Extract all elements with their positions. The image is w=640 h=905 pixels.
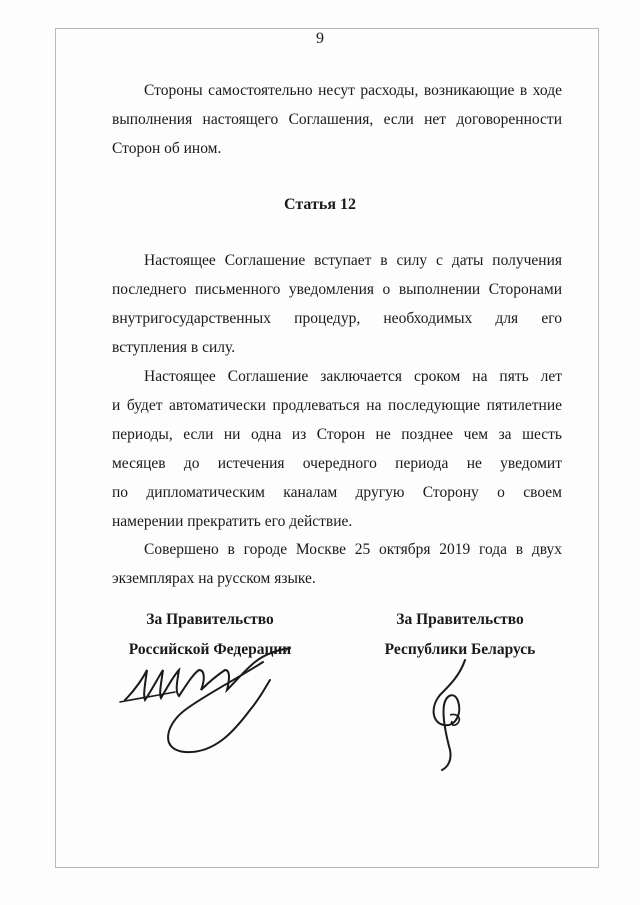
- page-number: 9: [316, 30, 324, 47]
- text-line: Совершено в городе Москве 25 октября 2019 года в двух: [144, 541, 562, 558]
- text-line: месяцев до истечения очередного периода не уведомит: [112, 455, 562, 472]
- text-line: выполнения настоящего Соглашения, если нет договоренности: [112, 111, 562, 128]
- text-line: внутригосударственных процедур, необходимых для его: [112, 310, 562, 327]
- text-line: вступления в силу.: [112, 339, 236, 356]
- entry-into-force-paragraph: [112, 246, 562, 362]
- intro-paragraph: [112, 76, 562, 163]
- signature-left: [115, 640, 315, 765]
- signatory-line1: За Правительство: [396, 611, 524, 628]
- text-line: намерении прекратить его действие.: [112, 513, 353, 530]
- text-line: и будет автоматически продлеваться на последующие пятилетние: [112, 397, 562, 414]
- text-line: Настоящее Соглашение заключается сроком на пять лет: [144, 368, 562, 385]
- signatory-line2: Российской Федерации: [128, 641, 292, 658]
- signatory-line2: Республики Беларусь: [384, 641, 536, 658]
- text-line: Стороны самостоятельно несут расходы, возникающие в ходе: [144, 82, 562, 99]
- article-heading: Статья 12: [284, 196, 356, 213]
- text-line: периоды, если ни одна из Сторон не позднее чем за шесть: [112, 426, 562, 443]
- done-at-paragraph: [112, 535, 562, 593]
- text-line: последнего письменного уведомления о выполнении Сторонами: [112, 281, 562, 298]
- term-paragraph: [112, 362, 562, 536]
- text-line: экземплярах на русском языке.: [112, 570, 316, 587]
- text-line: Сторон об ином.: [112, 140, 222, 157]
- signature-right: [420, 655, 490, 775]
- text-line: Настоящее Соглашение вступает в силу с даты получения: [144, 252, 562, 269]
- signatory-line1: За Правительство: [146, 611, 274, 628]
- text-line: по дипломатическим каналам другую Сторону о своем: [112, 484, 562, 501]
